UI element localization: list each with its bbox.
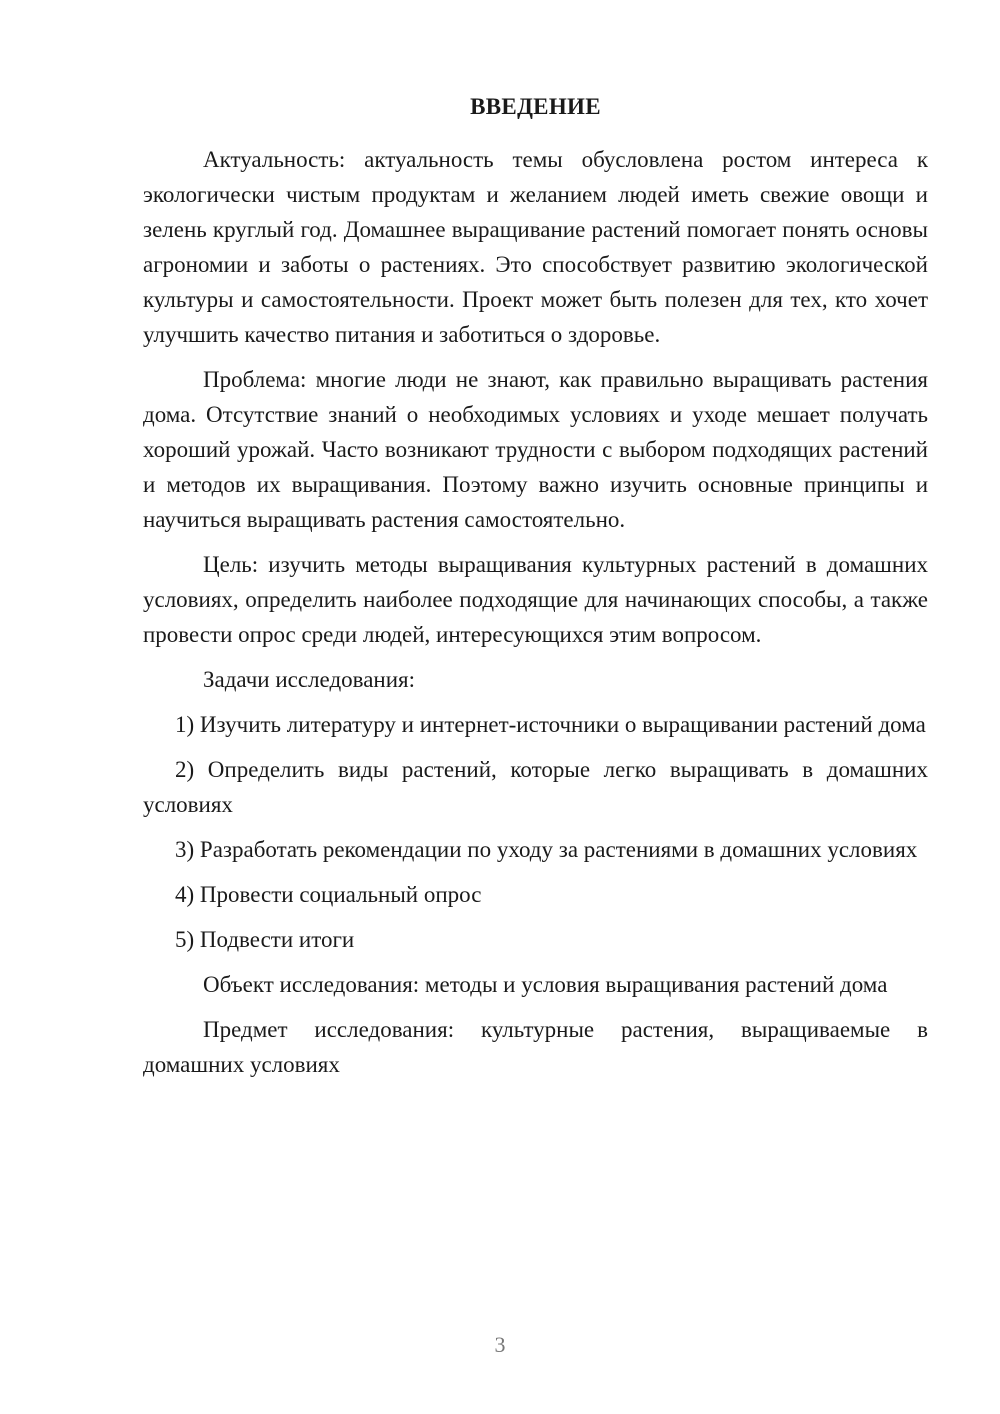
- task-item-4: 4) Провести социальный опрос: [175, 882, 482, 907]
- task-item-2: 2) Определить виды растений, которые легко выращивать в домашних условиях: [143, 757, 928, 817]
- page-number: 3: [494, 1332, 506, 1357]
- task-item-5: 5) Подвести итоги: [175, 927, 355, 952]
- task-item-1: 1) Изучить литературу и интернет-источники о выращивании растений дома: [175, 712, 926, 737]
- goal-paragraph: Цель: изучить методы выращивания культурных растений в домашних условиях, определить наиболее подходящие для начинающих способы, а также провести опрос среди людей, интересующихся этим вопросом.: [143, 552, 928, 647]
- relevance-paragraph: Актуальность: актуальность темы обусловлена ростом интереса к экологически чистым продуктам и желанием людей иметь свежие овощи и зелень круглый год. Домашнее выращивание растений помогает понять основы агрономии и заботы о растениях. Это способствует развитию экологической культуры и самостоятельности. Проект может быть полезен для тех, кто хочет улучшить качество питания и заботиться о здоровье.: [143, 147, 928, 347]
- subject-paragraph: Предмет исследования: культурные растения, выращиваемые в домашних условиях: [143, 1017, 928, 1077]
- object-paragraph: Объект исследования: методы и условия выращивания растений дома: [203, 972, 888, 997]
- tasks-title: Задачи исследования:: [203, 667, 416, 692]
- problem-paragraph: Проблема: многие люди не знают, как правильно выращивать растения дома. Отсутствие знаний о необходимых условиях и уходе мешает получать хороший урожай. Часто возникают трудности с выбором подходящих растений и методов их выращивания. Поэтому важно изучить основные принципы и научиться выращивать растения самостоятельно.: [143, 367, 928, 532]
- document-page: [143, 92, 928, 1092]
- page-title: ВВЕДЕНИЕ: [470, 94, 601, 119]
- task-item-3: 3) Разработать рекомендации по уходу за растениями в домашних условиях: [175, 837, 918, 862]
